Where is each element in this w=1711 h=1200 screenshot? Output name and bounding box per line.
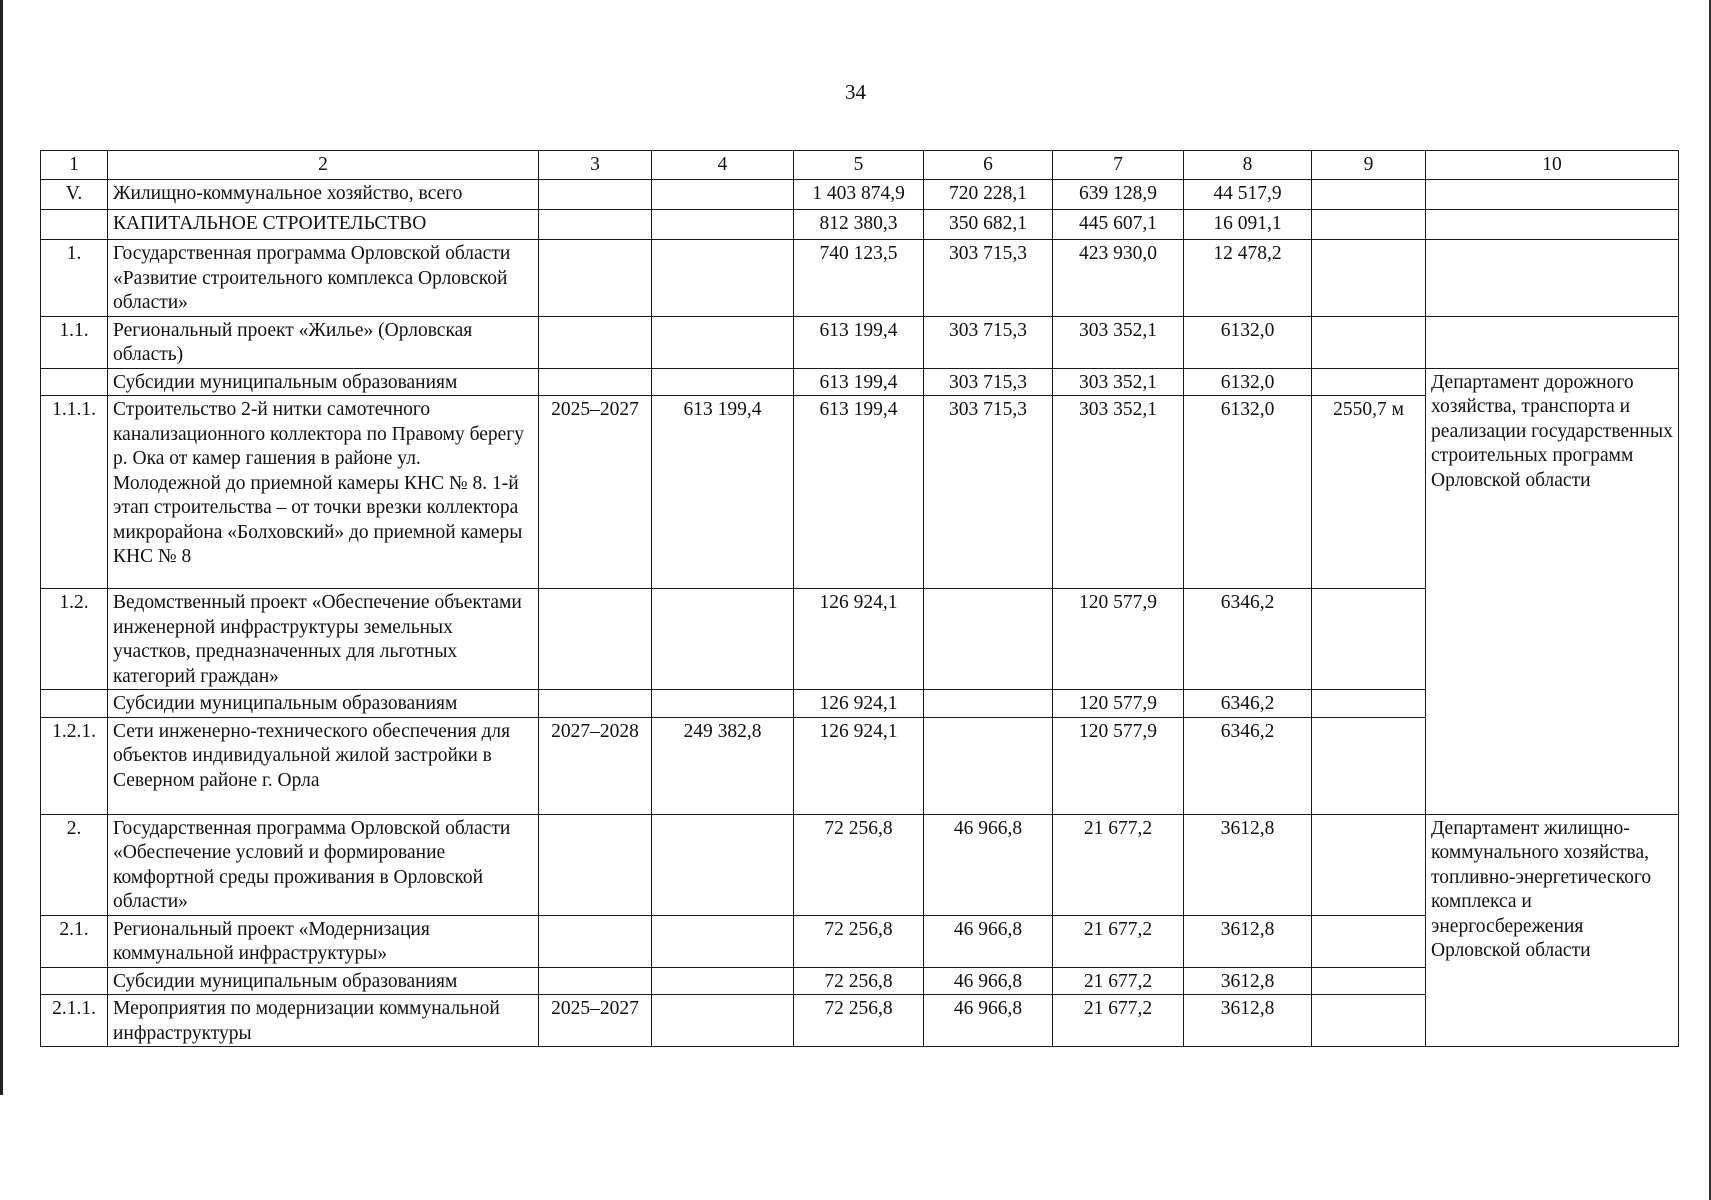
row-period: 2025–2027 — [539, 995, 652, 1047]
scan-edge-left — [0, 0, 3, 1095]
row-cost — [652, 368, 794, 396]
column-header: 9 — [1312, 151, 1426, 180]
row-name: КАПИТАЛЬНОЕ СТРОИТЕЛЬСТВО — [108, 210, 539, 240]
row-federal: 720 228,1 — [924, 180, 1053, 210]
row-capacity: 2550,7 м — [1312, 396, 1426, 589]
budget-table — [40, 150, 1679, 1047]
row-regional: 21 677,2 — [1053, 814, 1184, 915]
row-name: Ведомственный проект «Обеспечение объектами инженерной инфраструктуры земельных участков, предназначенных для льготных категорий граждан» — [108, 589, 539, 690]
column-header: 1 — [41, 151, 108, 180]
row-regional: 639 128,9 — [1053, 180, 1184, 210]
column-header: 2 — [108, 151, 539, 180]
row-name: Государственная программа Орловской области «Обеспечение условий и формирование комфортной среды проживания в Орловской области» — [108, 814, 539, 915]
row-federal: 303 715,3 — [924, 316, 1053, 368]
row-regional: 303 352,1 — [1053, 368, 1184, 396]
row-cost — [652, 915, 794, 967]
row-local: 6132,0 — [1184, 368, 1312, 396]
column-header: 8 — [1184, 151, 1312, 180]
row-capacity — [1312, 995, 1426, 1047]
row-local: 44 517,9 — [1184, 180, 1312, 210]
row-number — [41, 967, 108, 995]
column-header: 5 — [794, 151, 924, 180]
row-regional: 21 677,2 — [1053, 967, 1184, 995]
row-total: 613 199,4 — [794, 368, 924, 396]
row-cost: 613 199,4 — [652, 396, 794, 589]
row-capacity — [1312, 316, 1426, 368]
row-regional: 445 607,1 — [1053, 210, 1184, 240]
row-local: 6346,2 — [1184, 690, 1312, 718]
column-header: 6 — [924, 151, 1053, 180]
row-regional: 120 577,9 — [1053, 690, 1184, 718]
row-regional: 120 577,9 — [1053, 717, 1184, 814]
row-name: Региональный проект «Жилье» (Орловская область) — [108, 316, 539, 368]
row-cost: 249 382,8 — [652, 717, 794, 814]
row-number: 1. — [41, 240, 108, 317]
row-total: 72 256,8 — [794, 814, 924, 915]
row-period — [539, 589, 652, 690]
row-number: 1.1.1. — [41, 396, 108, 589]
row-federal: 303 715,3 — [924, 368, 1053, 396]
row-regional: 303 352,1 — [1053, 316, 1184, 368]
row-capacity — [1312, 915, 1426, 967]
row-federal: 46 966,8 — [924, 814, 1053, 915]
row-regional: 303 352,1 — [1053, 396, 1184, 589]
row-number: V. — [41, 180, 108, 210]
row-name: Субсидии муниципальным образованиям — [108, 690, 539, 718]
row-total: 126 924,1 — [794, 717, 924, 814]
row-responsible-empty — [1426, 240, 1679, 317]
row-federal: 303 715,3 — [924, 240, 1053, 317]
row-total: 613 199,4 — [794, 316, 924, 368]
row-period — [539, 690, 652, 718]
table-header-row — [41, 151, 1679, 180]
row-local: 3612,8 — [1184, 967, 1312, 995]
row-federal: 303 715,3 — [924, 396, 1053, 589]
row-name: Субсидии муниципальным образованиям — [108, 967, 539, 995]
row-cost — [652, 995, 794, 1047]
row-total: 72 256,8 — [794, 915, 924, 967]
row-capacity — [1312, 814, 1426, 915]
row-period — [539, 210, 652, 240]
row-local: 6346,2 — [1184, 717, 1312, 814]
table-row — [41, 210, 1679, 240]
row-cost — [652, 814, 794, 915]
table-row — [41, 814, 1679, 915]
row-federal: 46 966,8 — [924, 915, 1053, 967]
row-period — [539, 967, 652, 995]
table-row — [41, 180, 1679, 210]
row-local: 3612,8 — [1184, 995, 1312, 1047]
row-regional: 423 930,0 — [1053, 240, 1184, 317]
row-capacity — [1312, 690, 1426, 718]
row-name: Строительство 2-й нитки самотечного канализационного коллектора по Правому берегу р. Ока от камер гашения в районе ул. Молодежной до приемной камеры КНС № 8. 1-й этап строительства – от точки врезки коллектора микрорайона «Болховский» до приемной камеры КНС № 8 — [108, 396, 539, 589]
row-total: 613 199,4 — [794, 396, 924, 589]
row-cost — [652, 180, 794, 210]
row-number: 2.1.1. — [41, 995, 108, 1047]
row-local: 6346,2 — [1184, 589, 1312, 690]
row-cost — [652, 316, 794, 368]
row-period — [539, 240, 652, 317]
row-number — [41, 210, 108, 240]
row-cost — [652, 210, 794, 240]
row-regional: 21 677,2 — [1053, 995, 1184, 1047]
row-capacity — [1312, 240, 1426, 317]
responsible-department: Департамент дорожного хозяйства, транспорта и реализации государственных строительных программ Орловской области — [1426, 368, 1679, 814]
row-number — [41, 368, 108, 396]
row-name: Жилищно-коммунальное хозяйство, всего — [108, 180, 539, 210]
row-period — [539, 316, 652, 368]
row-period — [539, 915, 652, 967]
row-federal: 350 682,1 — [924, 210, 1053, 240]
row-period — [539, 368, 652, 396]
responsible-department: Департамент жилищно-коммунального хозяйства, топливно-энергетического комплекса и энергосбережения Орловской области — [1426, 814, 1679, 1047]
column-header: 10 — [1426, 151, 1679, 180]
column-header: 7 — [1053, 151, 1184, 180]
row-local: 12 478,2 — [1184, 240, 1312, 317]
row-period — [539, 180, 652, 210]
row-cost — [652, 240, 794, 317]
row-total: 1 403 874,9 — [794, 180, 924, 210]
row-federal — [924, 717, 1053, 814]
column-header: 4 — [652, 151, 794, 180]
row-federal — [924, 690, 1053, 718]
row-capacity — [1312, 717, 1426, 814]
table-row — [41, 368, 1679, 396]
row-local: 6132,0 — [1184, 316, 1312, 368]
row-regional: 21 677,2 — [1053, 915, 1184, 967]
row-responsible-empty — [1426, 210, 1679, 240]
column-header: 3 — [539, 151, 652, 180]
row-federal — [924, 589, 1053, 690]
row-capacity — [1312, 180, 1426, 210]
row-regional: 120 577,9 — [1053, 589, 1184, 690]
row-name: Сети инженерно-технического обеспечения для объектов индивидуальной жилой застройки в Северном районе г. Орла — [108, 717, 539, 814]
row-cost — [652, 589, 794, 690]
row-number: 2. — [41, 814, 108, 915]
row-number: 2.1. — [41, 915, 108, 967]
row-name: Региональный проект «Модернизация коммунальной инфраструктуры» — [108, 915, 539, 967]
row-total: 72 256,8 — [794, 995, 924, 1047]
row-federal: 46 966,8 — [924, 995, 1053, 1047]
row-federal: 46 966,8 — [924, 967, 1053, 995]
row-responsible-empty — [1426, 316, 1679, 368]
row-cost — [652, 967, 794, 995]
row-local: 16 091,1 — [1184, 210, 1312, 240]
row-total: 812 380,3 — [794, 210, 924, 240]
row-responsible-empty — [1426, 180, 1679, 210]
row-total: 740 123,5 — [794, 240, 924, 317]
row-number — [41, 690, 108, 718]
row-period — [539, 814, 652, 915]
row-cost — [652, 690, 794, 718]
row-local: 3612,8 — [1184, 814, 1312, 915]
row-local: 3612,8 — [1184, 915, 1312, 967]
row-number: 1.2. — [41, 589, 108, 690]
row-name: Субсидии муниципальным образованиям — [108, 368, 539, 396]
row-local: 6132,0 — [1184, 396, 1312, 589]
page-number: 34 — [845, 80, 866, 104]
row-period: 2025–2027 — [539, 396, 652, 589]
table-row — [41, 316, 1679, 368]
row-capacity — [1312, 967, 1426, 995]
row-capacity — [1312, 368, 1426, 396]
row-total: 126 924,1 — [794, 589, 924, 690]
table-row — [41, 240, 1679, 317]
row-period: 2027–2028 — [539, 717, 652, 814]
row-name: Государственная программа Орловской области «Развитие строительного комплекса Орловской области» — [108, 240, 539, 317]
row-capacity — [1312, 210, 1426, 240]
row-number: 1.2.1. — [41, 717, 108, 814]
row-capacity — [1312, 589, 1426, 690]
row-total: 72 256,8 — [794, 967, 924, 995]
row-number: 1.1. — [41, 316, 108, 368]
row-total: 126 924,1 — [794, 690, 924, 718]
row-name: Мероприятия по модернизации коммунальной инфраструктуры — [108, 995, 539, 1047]
